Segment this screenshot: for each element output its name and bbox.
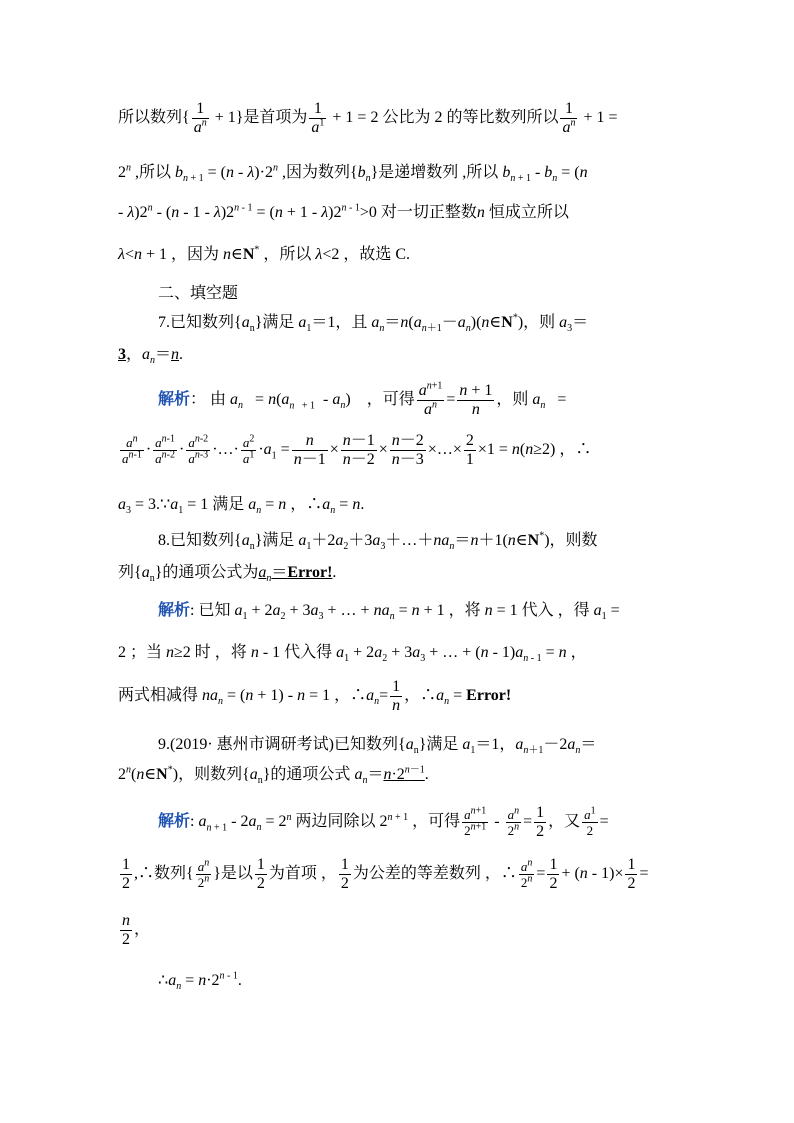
- question-source: (2019· 惠州市调研考试): [170, 736, 334, 753]
- question-7-answer: 3，$a_n=n$.: [118, 346, 184, 367]
- question-9-stem: 9.(2019· 惠州市调研考试)已知数列$\{a_n\}$满足 $a_1=1$，$a_{n+1}-2a_n=$: [158, 736, 597, 757]
- fraction: $\frac{a^{n‑1}}{a^{n‑2}}$: [155, 433, 176, 466]
- analysis-label: 解析: [158, 602, 191, 619]
- fraction: $\frac{n}{n-1}$: [293, 432, 326, 468]
- text-line: ‑ λ)2$^n$ ‑ (n ‑ 1 ‑ $\lambda)2^{n ‑ 1} = (n + 1$ ‑ $\lambda)2^{n ‑ 1}>0$ 对一切正整数n 恒成立所以: [118, 202, 569, 221]
- fraction: $\frac{n-2}{n-3}$: [391, 432, 424, 468]
- analysis-label: 解析: [158, 813, 191, 831]
- question-8-analysis-3: 两式相减得 $na_n = (n + 1)$ ‑ n = 1 ，$\therefore a_n=$ $\frac{1}{n}$ ，$\therefore a_n$ = Error!: [118, 678, 512, 714]
- question-9-analysis-2: $\frac{1}{2}$ ,∴数列{ $\frac{a^n}{2^n}$ }是以 $\frac{1}{2}$ 为首项 ， $\frac{1}{2}$ 为公差的等差数列 ，∴ $\frac{a^n}{2^n}$ = $\frac{1}{2}$ + (n ‑ 1)× $\frac{1}{2}$ =: [122, 856, 649, 892]
- question-7-product: $\frac{a^n}{a^{n‑1}}$ · $\frac{a^{n‑1}}{a^{n‑2}}$ · $\frac{a^{n‑2}}{a^{n‑3}}$ ·…· $\frac{a^2}{a^1}$ $\cdot a_1$ = $\frac{n}{n-1}$ × $\frac{n-1}{n-2}$ × $\frac{n-2}{n-3}$ ×…× $\frac{2}{1}$ ×1 = n(n≥2) ，∴: [122, 432, 592, 468]
- fraction: $\frac{1}{a^n}$: [193, 100, 207, 136]
- fraction: $\frac{n + 1}{n}$: [459, 382, 493, 418]
- text-line: 所以数列{ $\frac{1}{a^n}$ + 1}是首项为 $\frac{1}{a^1}$ + 1 = 2 公比为 2 的等比数列所以 $\frac{1}{a^n}$ + 1 =: [118, 100, 618, 136]
- section-heading: 二、填空题: [158, 283, 239, 302]
- fraction: $\frac{a^2}{a^1}$: [242, 433, 255, 466]
- question-8-analysis-2: 2 ；当 n≥2 时 ，将 n ‑ 1 代入得 $a_1 + 2a_2 + 3a_3$ + … + (n ‑ $1)a_{n ‑ 1} = n$ ，: [118, 644, 587, 665]
- error-field: Error!: [466, 687, 512, 705]
- question-7-analysis: 解析： 由 $a_n = n(a_{n + 1}$ ‑ $a_n$) ，可得 $\frac{a^{n+1}}{a^n}$ = $\frac{n + 1}{n}$ ，则 $a_n$ =: [158, 380, 567, 418]
- question-9-stem-2: 2$^n$(n∈N*)，则数列$\{a_n\}$的通项公式 $a_n=n\cdot 2^{n-1}$.: [118, 764, 429, 787]
- question-9-analysis-3: $\frac{n}{2}$ ，: [122, 912, 151, 948]
- fraction: $\frac{a^1}{2}$: [584, 805, 596, 838]
- fraction: $\frac{1}{2}$: [256, 856, 265, 892]
- fraction: $\frac{1}{a^n}$: [562, 100, 576, 136]
- question-9-final: $\therefore a_n = n\cdot 2^{n ‑ 1}$.: [158, 970, 242, 993]
- question-7-stem: 7.已知数列$\{a_n\}$满足 $a_1=1$，且 $a_n=n(a_{n+1}-a_n)(n\in N^*)$，则 $a_3=$: [158, 312, 589, 335]
- fraction: $\frac{n}{2}$: [122, 912, 130, 948]
- fraction: $\frac{1}{2}$: [627, 856, 636, 892]
- fraction: $\frac{a^{n+1}}{2^{n+1}}$: [464, 805, 487, 838]
- fraction: $\frac{1}{2}$: [549, 856, 558, 892]
- fraction: $\frac{1}{n}$: [392, 678, 401, 714]
- error-field: Error!: [287, 564, 333, 581]
- fraction: $\frac{1}{a^1}$: [311, 100, 325, 136]
- fraction: $\frac{a^n}{2^n}$: [197, 857, 210, 890]
- fraction: $\frac{a^{n+1}}{a^n}$: [418, 380, 443, 418]
- answer-a3: 3: [118, 346, 126, 363]
- fraction: $\frac{n-1}{n-2}$: [342, 432, 375, 468]
- fraction: $\frac{1}{2}$: [536, 804, 545, 840]
- fraction: $\frac{a^n}{a^{n‑1}}$: [122, 433, 142, 466]
- fraction: $\frac{a^{n‑2}}{a^{n‑3}}$: [188, 433, 209, 466]
- text-line: 2$^n$ ,所以 $b_{n + 1} = (n$ ‑ $\lambda)\cdot 2^n$ ,因为数列$\{b_n\}$是递增数列 ,所以 $b_{n + 1}$ ‑ $b_n = (n$: [118, 162, 588, 185]
- question-7-conclusion: $a_3$ = $3.\because a_1 = 1$ 满足 $a_n = n$ ，$\therefore a_n = n$.: [118, 496, 365, 517]
- fraction: $\frac{a^n}{2^n}$: [520, 857, 533, 890]
- fraction: $\frac{a^n}{2^n}$: [507, 805, 520, 838]
- question-8-stem-2: 列$\{a_n\}$的通项公式为$a_n=Error$!.: [118, 564, 337, 585]
- text-line: λ<n + 1 ，因为 n∈N* ，所以 λ<2 ，故选 C.: [118, 244, 411, 263]
- analysis-label: 解析: [158, 391, 191, 409]
- question-9-analysis: 解析: $a_{n + 1}$ ‑ $2a_n = 2^n$ 两边同除以 $2^{n + 1}$ ，可得 $\frac{a^{n+1}}{2^{n+1}}$ ‑ $\frac{a^n}{2^n}$ = $\frac{1}{2}$ ，又 $\frac{a^1}{2}$ =: [158, 804, 609, 840]
- fraction: $\frac{1}{2}$: [122, 856, 130, 892]
- question-8-analysis: 解析: 已知 $a_1 + 2a_2 + 3a_3$ + … + $na_n = n + 1$ ，将 n = 1 代入 ，得 $a_1$ =: [158, 602, 620, 623]
- fraction: $\frac{1}{2}$: [340, 856, 349, 892]
- question-8-stem: 8.已知数列$\{a_n\}$满足 $a_1+2a_2+3a_3+\dots+na_n=n+1(n\in N^*)$，则数: [158, 530, 598, 553]
- fraction: $\frac{2}{1}$: [465, 432, 474, 468]
- answer-an: n: [171, 346, 180, 363]
